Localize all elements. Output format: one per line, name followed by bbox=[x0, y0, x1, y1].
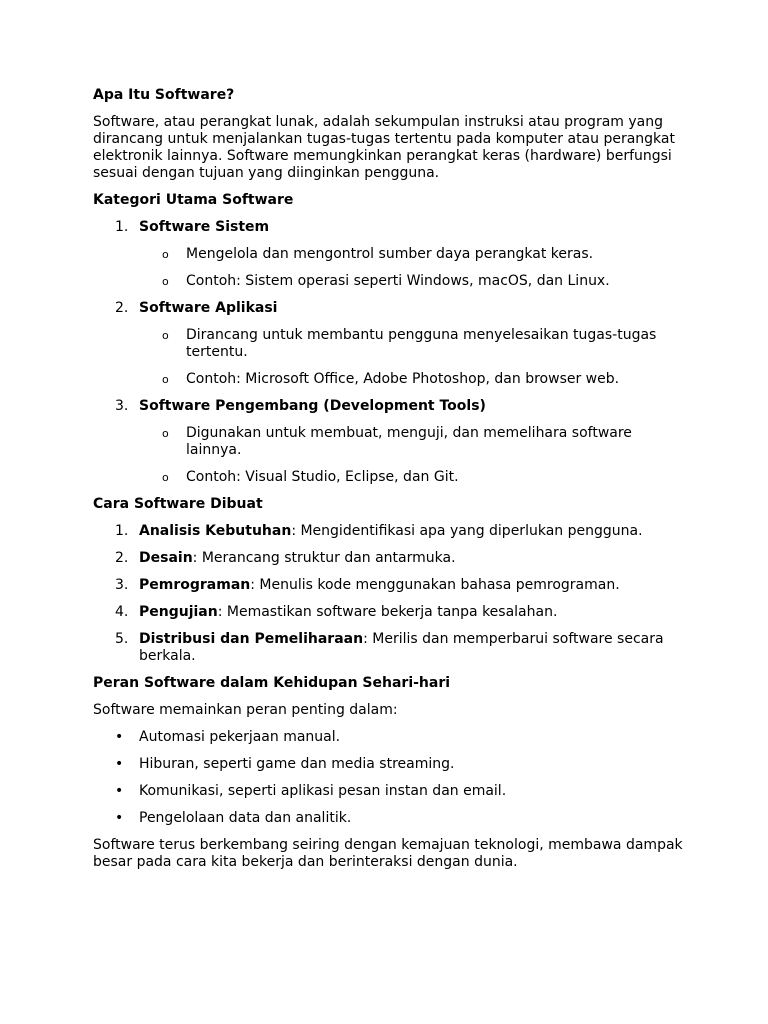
kategori-item bbox=[93, 300, 683, 388]
intro-paragraph: Software, atau perangkat lunak, adalah sekumpulan instruksi atau program yang dirancang untuk menjalankan tugas-tugas tertentu pada komputer atau perangkat elektronik lainnya. Software memungkinkan perangkat keras (hardware) berfungsi sesuai dengan tujuan yang diinginkan pengguna. bbox=[93, 114, 675, 181]
circle-bullet-icon: o bbox=[162, 275, 169, 288]
sub-list-item bbox=[139, 469, 683, 486]
sub-list-text: Contoh: Microsoft Office, Adobe Photoshop, dan browser web. bbox=[186, 371, 620, 387]
kategori-item bbox=[93, 219, 683, 290]
cara-step-term: Pengujian bbox=[139, 604, 218, 620]
section-heading-cara: Cara Software Dibuat bbox=[93, 496, 263, 512]
circle-bullet-icon: o bbox=[162, 427, 169, 440]
bullet-icon: • bbox=[115, 729, 124, 745]
cara-step bbox=[93, 577, 683, 594]
circle-bullet-icon: o bbox=[162, 248, 169, 261]
circle-bullet-icon: o bbox=[162, 329, 169, 342]
list-number: 2. bbox=[115, 550, 129, 566]
circle-bullet-icon: o bbox=[162, 471, 169, 484]
cara-step bbox=[93, 631, 683, 665]
list-number: 1. bbox=[115, 219, 129, 235]
list-number: 3. bbox=[115, 577, 129, 593]
cara-step-desc: : Menulis kode menggunakan bahasa pemrograman. bbox=[250, 577, 620, 593]
cara-step-term: Desain bbox=[139, 550, 193, 566]
kategori-list bbox=[93, 219, 683, 486]
closing-paragraph: Software terus berkembang seiring dengan kemajuan teknologi, membawa dampak besar pada cara kita bekerja dan berinteraksi dengan dunia. bbox=[93, 837, 683, 870]
cara-step-desc: : Merancang struktur dan antarmuka. bbox=[192, 550, 456, 566]
cara-step-term: Pemrograman bbox=[139, 577, 251, 593]
section-heading-peran: Peran Software dalam Kehidupan Sehari-hari bbox=[93, 675, 451, 691]
peran-item-text: Automasi pekerjaan manual. bbox=[139, 729, 341, 745]
sub-list-text: Contoh: Visual Studio, Eclipse, dan Git. bbox=[186, 469, 459, 485]
kategori-sublist bbox=[139, 246, 683, 290]
bullet-icon: • bbox=[115, 783, 124, 799]
list-number: 1. bbox=[115, 523, 129, 539]
bullet-icon: • bbox=[115, 810, 124, 826]
cara-step bbox=[93, 523, 683, 540]
peran-item bbox=[93, 729, 683, 746]
sub-list-item bbox=[139, 273, 683, 290]
list-number: 4. bbox=[115, 604, 129, 620]
cara-step bbox=[93, 604, 683, 621]
cara-step bbox=[93, 550, 683, 567]
sub-list-item bbox=[139, 371, 683, 388]
cara-step-term: Analisis Kebutuhan bbox=[139, 523, 292, 539]
cara-step-desc: : Memastikan software bekerja tanpa kesalahan. bbox=[217, 604, 558, 620]
section-heading-kategori: Kategori Utama Software bbox=[93, 192, 294, 208]
cara-step-term: Distribusi dan Pemeliharaan bbox=[139, 631, 364, 647]
kategori-item-title: Software Aplikasi bbox=[139, 300, 278, 316]
kategori-item bbox=[93, 398, 683, 486]
sub-list-text: Contoh: Sistem operasi seperti Windows, macOS, dan Linux. bbox=[186, 273, 610, 289]
cara-step-desc: : Mengidentifikasi apa yang diperlukan pengguna. bbox=[291, 523, 643, 539]
peran-item-text: Komunikasi, seperti aplikasi pesan instan dan email. bbox=[139, 783, 507, 799]
kategori-sublist bbox=[139, 425, 683, 486]
peran-item bbox=[93, 756, 683, 773]
document-body bbox=[93, 87, 683, 871]
peran-lead: Software memainkan peran penting dalam: bbox=[93, 702, 398, 718]
bullet-icon: • bbox=[115, 756, 124, 772]
kategori-sublist bbox=[139, 327, 683, 388]
list-number: 3. bbox=[115, 398, 129, 414]
peran-item bbox=[93, 783, 683, 800]
sub-list-text: Digunakan untuk membuat, menguji, dan memelihara software lainnya. bbox=[186, 425, 632, 458]
peran-item bbox=[93, 810, 683, 827]
peran-item-text: Hiburan, seperti game dan media streaming. bbox=[139, 756, 455, 772]
circle-bullet-icon: o bbox=[162, 373, 169, 386]
sub-list-item bbox=[139, 246, 683, 263]
kategori-item-title: Software Sistem bbox=[139, 219, 270, 235]
cara-list bbox=[93, 523, 683, 665]
list-number: 5. bbox=[115, 631, 129, 647]
peran-list bbox=[93, 729, 683, 827]
list-number: 2. bbox=[115, 300, 129, 316]
cara-step-desc: : Merilis dan memperbarui software secara berkala. bbox=[139, 631, 664, 664]
kategori-item-title: Software Pengembang (Development Tools) bbox=[139, 398, 486, 414]
sub-list-text: Dirancang untuk membantu pengguna menyelesaikan tugas-tugas tertentu. bbox=[186, 327, 657, 360]
sub-list-item bbox=[139, 425, 683, 459]
sub-list-text: Mengelola dan mengontrol sumber daya perangkat keras. bbox=[186, 246, 594, 262]
peran-item-text: Pengelolaan data dan analitik. bbox=[139, 810, 352, 826]
sub-list-item bbox=[139, 327, 683, 361]
page-title: Apa Itu Software? bbox=[93, 87, 235, 103]
